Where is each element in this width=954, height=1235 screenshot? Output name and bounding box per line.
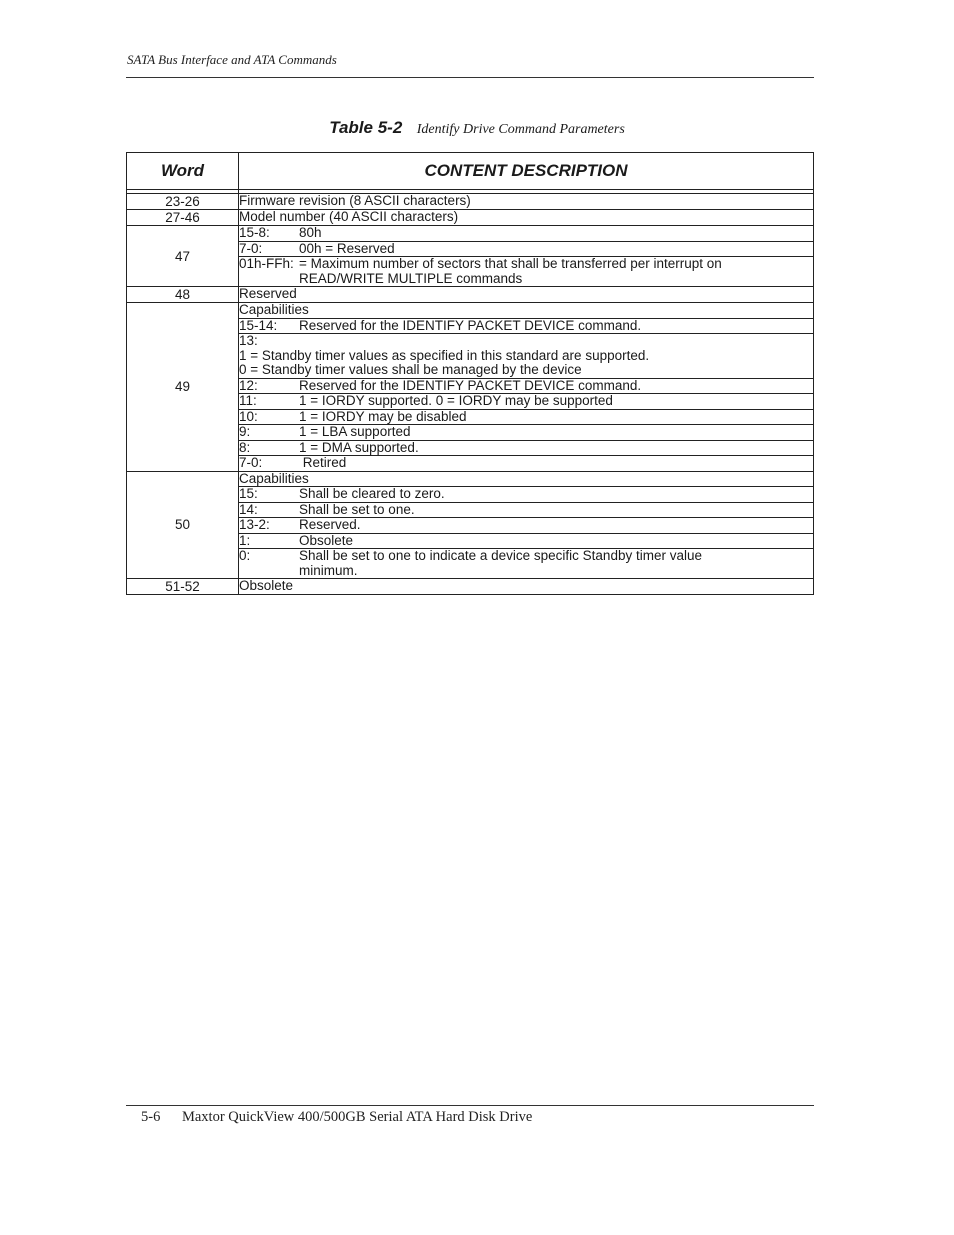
- description-cell: [239, 409, 814, 425]
- bit-label: 15-8:: [239, 225, 270, 240]
- table-row: [127, 579, 814, 595]
- footer-rule: [126, 1105, 814, 1106]
- description-text: Firmware revision (8 ASCII characters): [239, 193, 471, 208]
- description-text: 1 = LBA supported: [299, 424, 411, 439]
- description-text: Shall be set to one to indicate a device specific Standby timer value: [299, 548, 702, 563]
- description-text: READ/WRITE MULTIPLE commands: [299, 270, 523, 286]
- bit-label: 0:: [239, 548, 251, 563]
- description-text: 13:: [239, 333, 258, 348]
- description-cell: [239, 471, 814, 487]
- word-cell: 27-46: [127, 210, 239, 226]
- bit-label: 7-0:: [239, 455, 263, 470]
- description-cell: [239, 487, 814, 503]
- bit-label: 15-14:: [239, 317, 278, 333]
- description-cell: [239, 502, 814, 518]
- bit-label: 8:: [239, 439, 251, 455]
- bit-label: 13-2:: [239, 517, 270, 532]
- table-caption: [0, 118, 954, 138]
- description-text: 80h: [299, 225, 322, 240]
- description-text: 1 = DMA supported.: [299, 439, 419, 455]
- page-footer: [141, 1109, 532, 1126]
- table-row: [127, 194, 814, 210]
- description-cell: [239, 334, 814, 379]
- description-text: Obsolete: [299, 532, 354, 548]
- bit-label: 01h-FFh:: [239, 256, 294, 271]
- description-text: 00h = Reserved: [299, 240, 395, 256]
- description-text: Retired: [299, 455, 347, 470]
- table-row: [127, 226, 814, 242]
- table-row: [127, 287, 814, 303]
- footer-title: Maxtor QuickView 400/500GB Serial ATA Hard Disk Drive: [181, 1109, 533, 1125]
- bit-label: 14:: [239, 501, 258, 517]
- word-cell: 48: [127, 287, 239, 303]
- word-cell: 50: [127, 471, 239, 579]
- description-text: Obsolete: [239, 578, 294, 593]
- word-column-header: Word: [127, 153, 239, 190]
- description-cell: [239, 579, 814, 595]
- description-cell: [239, 257, 814, 287]
- word-cell: 51-52: [127, 579, 239, 595]
- page-number: 5-6: [141, 1109, 161, 1125]
- description-cell: [239, 456, 814, 472]
- description-cell: [239, 226, 814, 242]
- bit-label: 12:: [239, 377, 258, 393]
- bit-label: 9:: [239, 424, 251, 439]
- bit-label: 7-0:: [239, 240, 263, 256]
- table-row: [127, 210, 814, 226]
- description-cell: [239, 394, 814, 410]
- identify-parameters-table: [126, 152, 814, 595]
- bit-label: 11:: [239, 393, 257, 408]
- description-text: Capabilities: [239, 470, 309, 486]
- description-text: Shall be set to one.: [299, 501, 415, 517]
- description-text: Shall be cleared to zero.: [299, 486, 445, 501]
- description-text: = Maximum number of sectors that shall be transferred per interrupt on: [299, 256, 722, 271]
- running-head: SATA Bus Interface and ATA Commands: [127, 52, 337, 67]
- header-rule: [126, 77, 814, 78]
- description-cell: [239, 518, 814, 534]
- bit-label: 1:: [239, 532, 251, 548]
- description-cell: [239, 378, 814, 394]
- description-text: 1 = IORDY may be disabled: [299, 408, 467, 424]
- description-cell: [239, 440, 814, 456]
- description-text: Reserved: [239, 286, 297, 301]
- description-cell: [239, 533, 814, 549]
- description-column-header: CONTENT DESCRIPTION: [239, 153, 814, 190]
- table-row: [127, 303, 814, 319]
- table-number: Table 5-2: [329, 118, 403, 137]
- description-cell: [239, 287, 814, 303]
- description-text: minimum.: [299, 562, 358, 578]
- word-cell: 49: [127, 303, 239, 472]
- description-cell: [239, 303, 814, 319]
- description-cell: [239, 549, 814, 579]
- table-title: Identify Drive Command Parameters: [416, 122, 625, 137]
- bit-label: 10:: [239, 408, 258, 424]
- description-text: 0 = Standby timer values shall be managed by the device: [239, 362, 582, 377]
- description-cell: [239, 194, 814, 210]
- table-row: [127, 471, 814, 487]
- description-text: Capabilities: [239, 302, 309, 317]
- description-text: Model number (40 ASCII characters): [239, 209, 459, 224]
- description-text: 1 = Standby timer values as specified in this standard are supported.: [239, 347, 650, 363]
- description-text: 1 = IORDY supported. 0 = IORDY may be supported: [299, 393, 613, 408]
- description-cell: [239, 318, 814, 334]
- bit-label: 15:: [239, 486, 258, 501]
- description-text: Reserved for the IDENTIFY PACKET DEVICE command.: [299, 377, 642, 393]
- description-cell: [239, 210, 814, 226]
- table-header-row: [127, 153, 814, 190]
- description-cell: [239, 425, 814, 441]
- word-cell: 47: [127, 226, 239, 287]
- description-text: Reserved for the IDENTIFY PACKET DEVICE command.: [299, 317, 642, 333]
- word-cell: 23-26: [127, 194, 239, 210]
- description-text: Reserved.: [299, 517, 361, 532]
- description-cell: [239, 241, 814, 257]
